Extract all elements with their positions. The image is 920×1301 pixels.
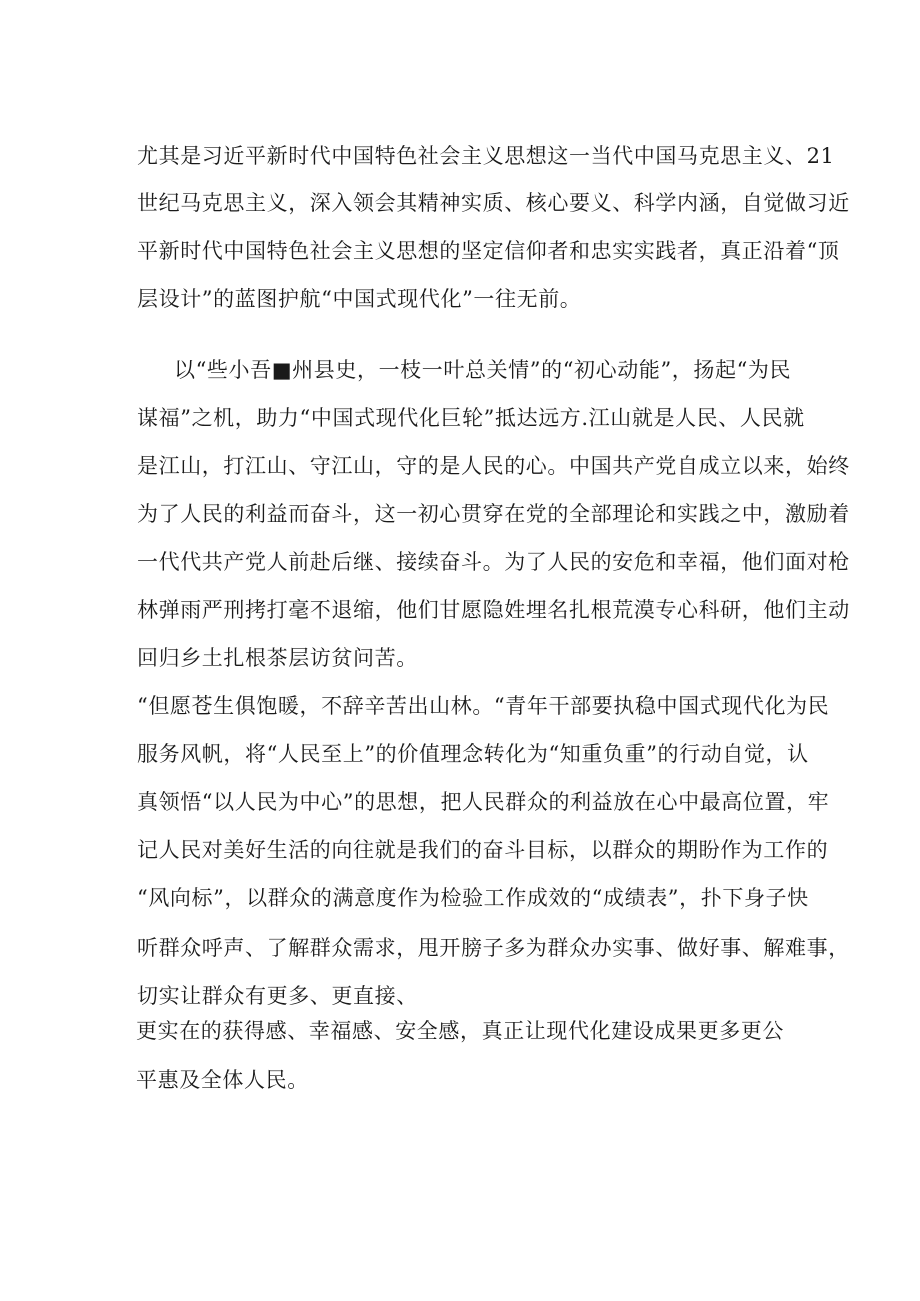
paragraph-line: 回归乡土扎根茶层访贫问苦。 <box>137 646 418 670</box>
paragraph-line: 谋福”之机，助力“中国式现代化巨轮”抵达远方.江山就是人民、人民就 <box>137 406 805 430</box>
paragraph-line: 真领悟“以人民为中心”的思想，把人民群众的利益放在心中最高位置，牢 <box>137 790 830 814</box>
paragraph-line: 更实在的获得感、幸福感、安全感，真正让现代化建设成果更多更公 <box>136 1019 784 1043</box>
paragraph-line: 为了人民的利益而奋斗，这一初心贯穿在党的全部理论和实践之中，激励着 <box>137 502 850 526</box>
paragraph-line: 是江山，打江山、守江山，守的是人民的心。中国共产党自成立以来，始终 <box>137 454 850 478</box>
paragraph-line: 林弹雨严刑拷打毫不退缩，他们甘愿隐姓埋名扎根荒漠专心科研，他们主动 <box>137 598 850 622</box>
paragraph-line: 平新时代中国特色社会主义思想的坚定信仰者和忠实实践者，真正沿着“顶 <box>137 239 840 263</box>
paragraph-line: 记人民对美好生活的向往就是我们的奋斗目标，以群众的期盼作为工作的 <box>137 838 829 862</box>
paragraph-line: 尤其是习近平新时代中国特色社会主义思想这一当代中国马克思主义、21 <box>137 144 835 168</box>
paragraph-line: 一代代共产党人前赴后继、接续奋斗。为了人民的安危和幸福，他们面对枪 <box>137 550 850 574</box>
paragraph-line: 世纪马克思主义，深入领会其精神实质、核心要义、科学内涵，自觉做习近 <box>137 191 850 215</box>
paragraph-line: 切实让群众有更多、更直接、 <box>137 984 418 1008</box>
paragraph-line: 服务风帆，将“人民至上”的价值理念转化为“知重负重”的行动自觉，认 <box>137 742 809 766</box>
paragraph-line: “但愿苍生俱饱暖，不辞辛苦出山林。“青年干部要执稳中国式现代化为民 <box>137 694 830 718</box>
paragraph-line: 听群众呼声、了解群众需求，甩开膀子多为群众办实事、做好事、解难事， <box>137 936 850 960</box>
paragraph-line: 平惠及全体人民。 <box>136 1068 309 1092</box>
paragraph-line: 层设计”的蓝图护航“中国式现代化”一往无前。 <box>137 287 582 311</box>
paragraph-line: 以“些小吾■州县史，一枝一叶总关情”的“初心动能”，扬起“为民 <box>174 358 792 382</box>
paragraph-line: “风向标”，以群众的满意度作为检验工作成效的“成绩表”，扑下身子快 <box>137 886 809 910</box>
